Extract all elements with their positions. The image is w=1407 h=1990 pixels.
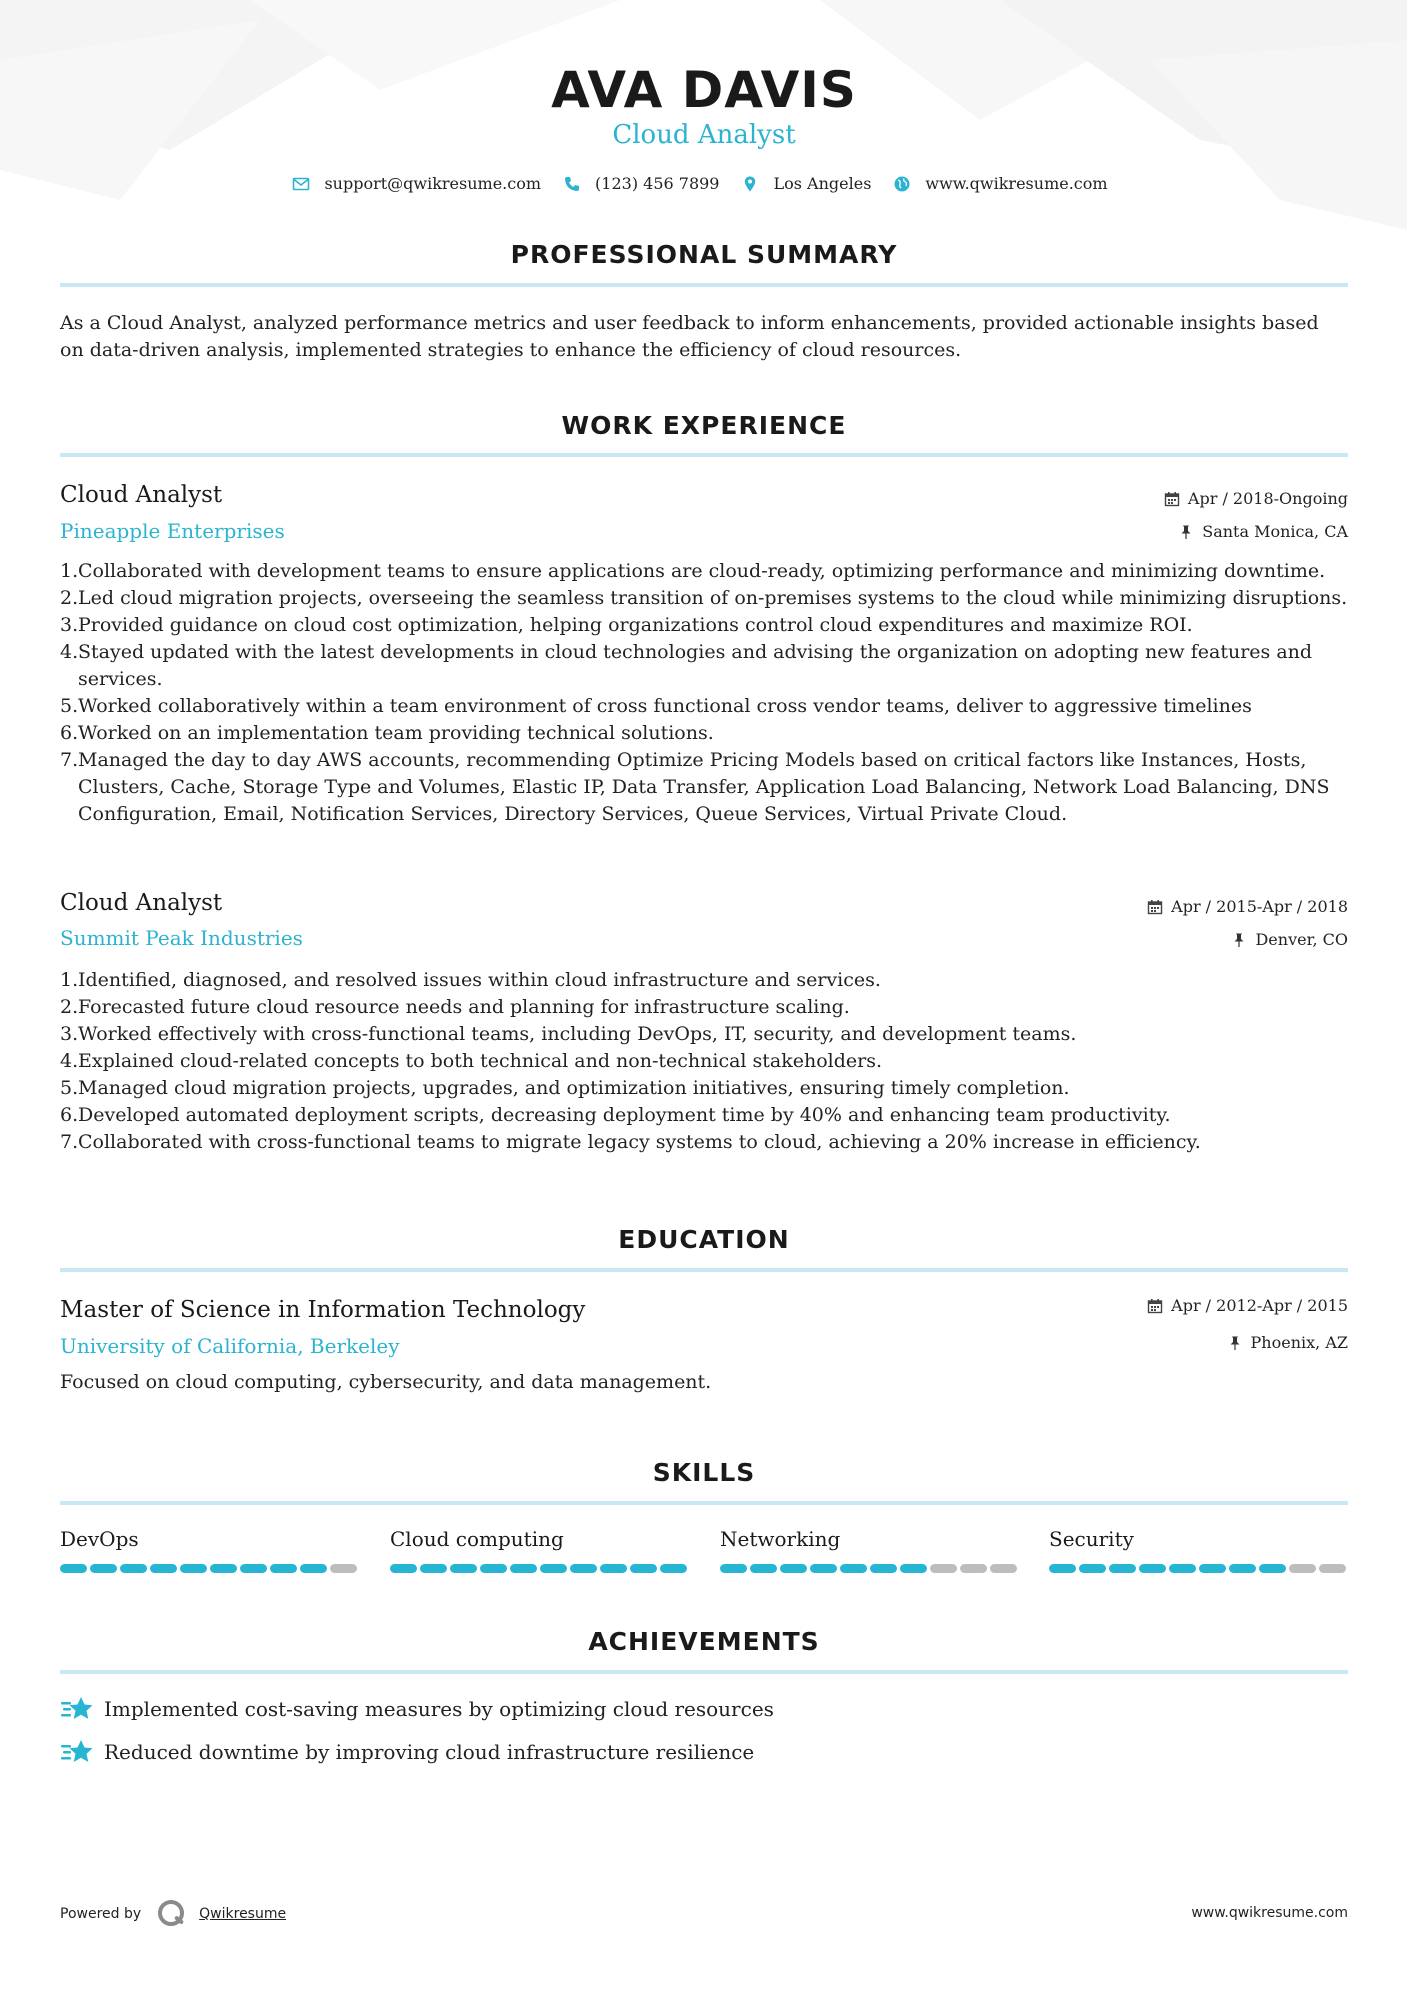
skill-devops: [60, 1524, 360, 1573]
skill-segment-filled: [1259, 1564, 1286, 1573]
list-item: 6. Developed automated deployment scripts, decreasing deployment time by 40% and enhancing team productivity.: [60, 1104, 1171, 1126]
skill-security: [1049, 1524, 1349, 1573]
experience-heading: WORK EXPERIENCE: [561, 411, 847, 440]
skill-segment-filled: [570, 1564, 597, 1573]
summary-text: As a Cloud Analyst, analyzed performance metrics and user feedback to inform enhancements, provided actionable insights based on data-driven analysis, implemented strategies to enhance the efficiency of cloud resources.: [60, 312, 1319, 361]
candidate-name: AVA DAVIS: [551, 61, 857, 119]
calendar-icon: [1147, 899, 1163, 915]
skill-segment-filled: [60, 1564, 87, 1573]
job-2-location-text: Denver, CO: [1255, 930, 1348, 949]
skills-heading: SKILLS: [652, 1458, 756, 1487]
list-item: 4. Explained cloud-related concepts to both technical and non-technical stakeholders.: [60, 1050, 883, 1072]
job-2-dates: [1147, 895, 1348, 919]
job-2-company: Summit Peak Industries: [60, 926, 303, 950]
skill-name: DevOps: [60, 1527, 139, 1551]
pushpin-icon: [1227, 1335, 1243, 1351]
skill-segment-filled: [300, 1564, 327, 1573]
skill-networking: [720, 1524, 1020, 1573]
skill-segment-filled: [810, 1564, 837, 1573]
skill-name: Cloud computing: [390, 1527, 564, 1551]
contact-email[interactable]: [292, 170, 541, 198]
job-1-responsibilities: [60, 558, 1348, 828]
list-item: 6. Worked on an implementation team providing technical solutions.: [60, 722, 714, 744]
skill-segment-empty: [1289, 1564, 1316, 1573]
achievement-item: [60, 1694, 774, 1724]
achievement-text: Implemented cost-saving measures by optimizing cloud resources: [104, 1697, 774, 1721]
education-school: University of California, Berkeley: [60, 1334, 400, 1358]
skill-segment-filled: [1109, 1564, 1136, 1573]
skill-level-bar: [720, 1564, 1020, 1573]
qwikresume-logo-icon: [155, 1898, 189, 1930]
education-location-text: Phoenix, AZ: [1250, 1333, 1348, 1352]
skill-segment-filled: [270, 1564, 297, 1573]
job-1-dates-text: Apr / 2018-Ongoing: [1187, 489, 1348, 508]
achievement-item: [60, 1737, 754, 1767]
job-2-dates-text: Apr / 2015-Apr / 2018: [1171, 897, 1348, 916]
skill-segment-filled: [600, 1564, 627, 1573]
calendar-icon: [1164, 491, 1180, 507]
experience-divider: [60, 453, 1348, 457]
education-description: Focused on cloud computing, cybersecurity, and data management.: [60, 1371, 712, 1393]
skill-segment-filled: [660, 1564, 687, 1573]
list-item: 5. Worked collaboratively within a team environment of cross functional cross vendor teams, deliver to aggressive timelines: [60, 695, 1252, 717]
summary-divider: [60, 283, 1348, 287]
skill-segment-filled: [900, 1564, 927, 1573]
education-dates: [1147, 1294, 1348, 1318]
skill-segment-filled: [540, 1564, 567, 1573]
skill-segment-filled: [1199, 1564, 1226, 1573]
education-degree: Master of Science in Information Technology: [60, 1297, 586, 1323]
skill-segment-empty: [990, 1564, 1017, 1573]
skill-segment-empty: [960, 1564, 987, 1573]
skill-cloud-computing: [390, 1524, 690, 1573]
list-item: 2. Forecasted future cloud resource needs and planning for infrastructure scaling.: [60, 996, 850, 1018]
pushpin-icon: [1178, 524, 1194, 540]
education-dates-text: Apr / 2012-Apr / 2015: [1171, 1296, 1348, 1315]
contact-email-text: support@qwikresume.com: [324, 174, 542, 193]
calendar-icon: [1147, 1298, 1163, 1314]
contact-location-text: Los Angeles: [773, 174, 872, 193]
skill-segment-empty: [930, 1564, 957, 1573]
achievements-heading: ACHIEVEMENTS: [588, 1627, 820, 1656]
brand-link[interactable]: Qwikresume: [199, 1906, 287, 1922]
skill-segment-filled: [1229, 1564, 1256, 1573]
contact-website-text: www.qwikresume.com: [925, 174, 1108, 193]
job-2-title: Cloud Analyst: [60, 890, 223, 916]
skill-segment-empty: [1319, 1564, 1346, 1573]
list-item: 7. Managed the day to day AWS accounts, recommending Optimize Pricing Models based on critical factors like Instances, Hosts, Clusters, Cache, Storage Type and Volumes, Elastic IP, Data Transfer, Application Load Balancing, Network Load Balancing, DNS Configuration, Email, Notification Services, Directory Services, Queue Services, Virtual Private Cloud.: [60, 749, 1330, 825]
list-item: 7. Collaborated with cross-functional teams to migrate legacy systems to cloud, achieving a 20% increase in efficiency.: [60, 1131, 1201, 1153]
skills-divider: [60, 1501, 1348, 1505]
star-award-icon: [60, 1694, 94, 1724]
footer-website[interactable]: www.qwikresume.com: [1191, 1905, 1348, 1921]
skill-segment-filled: [420, 1564, 447, 1573]
skill-segment-filled: [1079, 1564, 1106, 1573]
skill-segment-filled: [390, 1564, 417, 1573]
skill-segment-filled: [720, 1564, 747, 1573]
skill-segment-filled: [840, 1564, 867, 1573]
list-item: 4. Stayed updated with the latest developments in cloud technologies and advising the organization on adopting new features and services.: [60, 641, 1313, 690]
candidate-title: Cloud Analyst: [612, 120, 796, 150]
job-1-location-text: Santa Monica, CA: [1202, 522, 1348, 541]
skill-segment-filled: [120, 1564, 147, 1573]
achievements-divider: [60, 1670, 1348, 1674]
skill-level-bar: [390, 1564, 690, 1573]
skill-segment-filled: [450, 1564, 477, 1573]
contact-website[interactable]: [893, 170, 1107, 198]
skill-segment-filled: [1169, 1564, 1196, 1573]
contact-phone[interactable]: [563, 170, 719, 198]
job-1-company: Pineapple Enterprises: [60, 519, 285, 543]
summary-heading: PROFESSIONAL SUMMARY: [510, 240, 898, 269]
job-2-location: [1231, 928, 1348, 952]
list-item: 3. Worked effectively with cross-functional teams, including DevOps, IT, security, and development teams.: [60, 1023, 1077, 1045]
star-award-icon: [60, 1737, 94, 1767]
education-location: [1227, 1331, 1348, 1355]
list-item: 5. Managed cloud migration projects, upgrades, and optimization initiatives, ensuring timely completion.: [60, 1077, 1070, 1099]
pushpin-icon: [1231, 932, 1247, 948]
job-1-title: Cloud Analyst: [60, 482, 223, 508]
skill-level-bar: [1049, 1564, 1349, 1573]
list-item: 1. Identified, diagnosed, and resolved issues within cloud infrastructure and services.: [60, 969, 881, 991]
list-item: 2. Led cloud migration projects, overseeing the seamless transition of on-premises systems to the cloud while minimizing disruptions.: [60, 587, 1348, 609]
contact-bar: [60, 170, 1348, 198]
skill-name: Security: [1049, 1527, 1134, 1551]
skill-segment-empty: [330, 1564, 357, 1573]
contact-location: [741, 170, 871, 198]
skill-segment-filled: [240, 1564, 267, 1573]
phone-icon: [563, 175, 581, 193]
job-1-location: [1178, 520, 1348, 544]
skill-segment-filled: [750, 1564, 777, 1573]
skill-segment-filled: [150, 1564, 177, 1573]
skill-segment-filled: [510, 1564, 537, 1573]
job-2-responsibilities: [60, 967, 1348, 1156]
skill-segment-filled: [630, 1564, 657, 1573]
education-divider: [60, 1268, 1348, 1272]
contact-phone-text: (123) 456 7899: [595, 174, 720, 193]
list-item: 3. Provided guidance on cloud cost optimization, helping organizations control cloud expenditures and maximize ROI.: [60, 614, 1193, 636]
skill-name: Networking: [720, 1527, 841, 1551]
skill-segment-filled: [1049, 1564, 1076, 1573]
skill-segment-filled: [1139, 1564, 1166, 1573]
footer-powered-by: [60, 1898, 286, 1930]
skill-segment-filled: [780, 1564, 807, 1573]
skill-segment-filled: [90, 1564, 117, 1573]
map-pin-icon: [741, 175, 759, 193]
achievement-text: Reduced downtime by improving cloud infrastructure resilience: [104, 1740, 755, 1764]
skill-segment-filled: [180, 1564, 207, 1573]
job-1-dates: [1164, 487, 1348, 511]
globe-icon: [893, 175, 911, 193]
powered-by-label: Powered by: [60, 1906, 142, 1922]
envelope-icon: [292, 175, 310, 193]
skill-segment-filled: [480, 1564, 507, 1573]
list-item: 1. Collaborated with development teams to ensure applications are cloud-ready, optimizing performance and minimizing downtime.: [60, 560, 1326, 582]
skill-segment-filled: [870, 1564, 897, 1573]
resume-page: [60, 0, 1348, 1990]
skill-level-bar: [60, 1564, 360, 1573]
skill-segment-filled: [210, 1564, 237, 1573]
education-heading: EDUCATION: [618, 1225, 790, 1254]
